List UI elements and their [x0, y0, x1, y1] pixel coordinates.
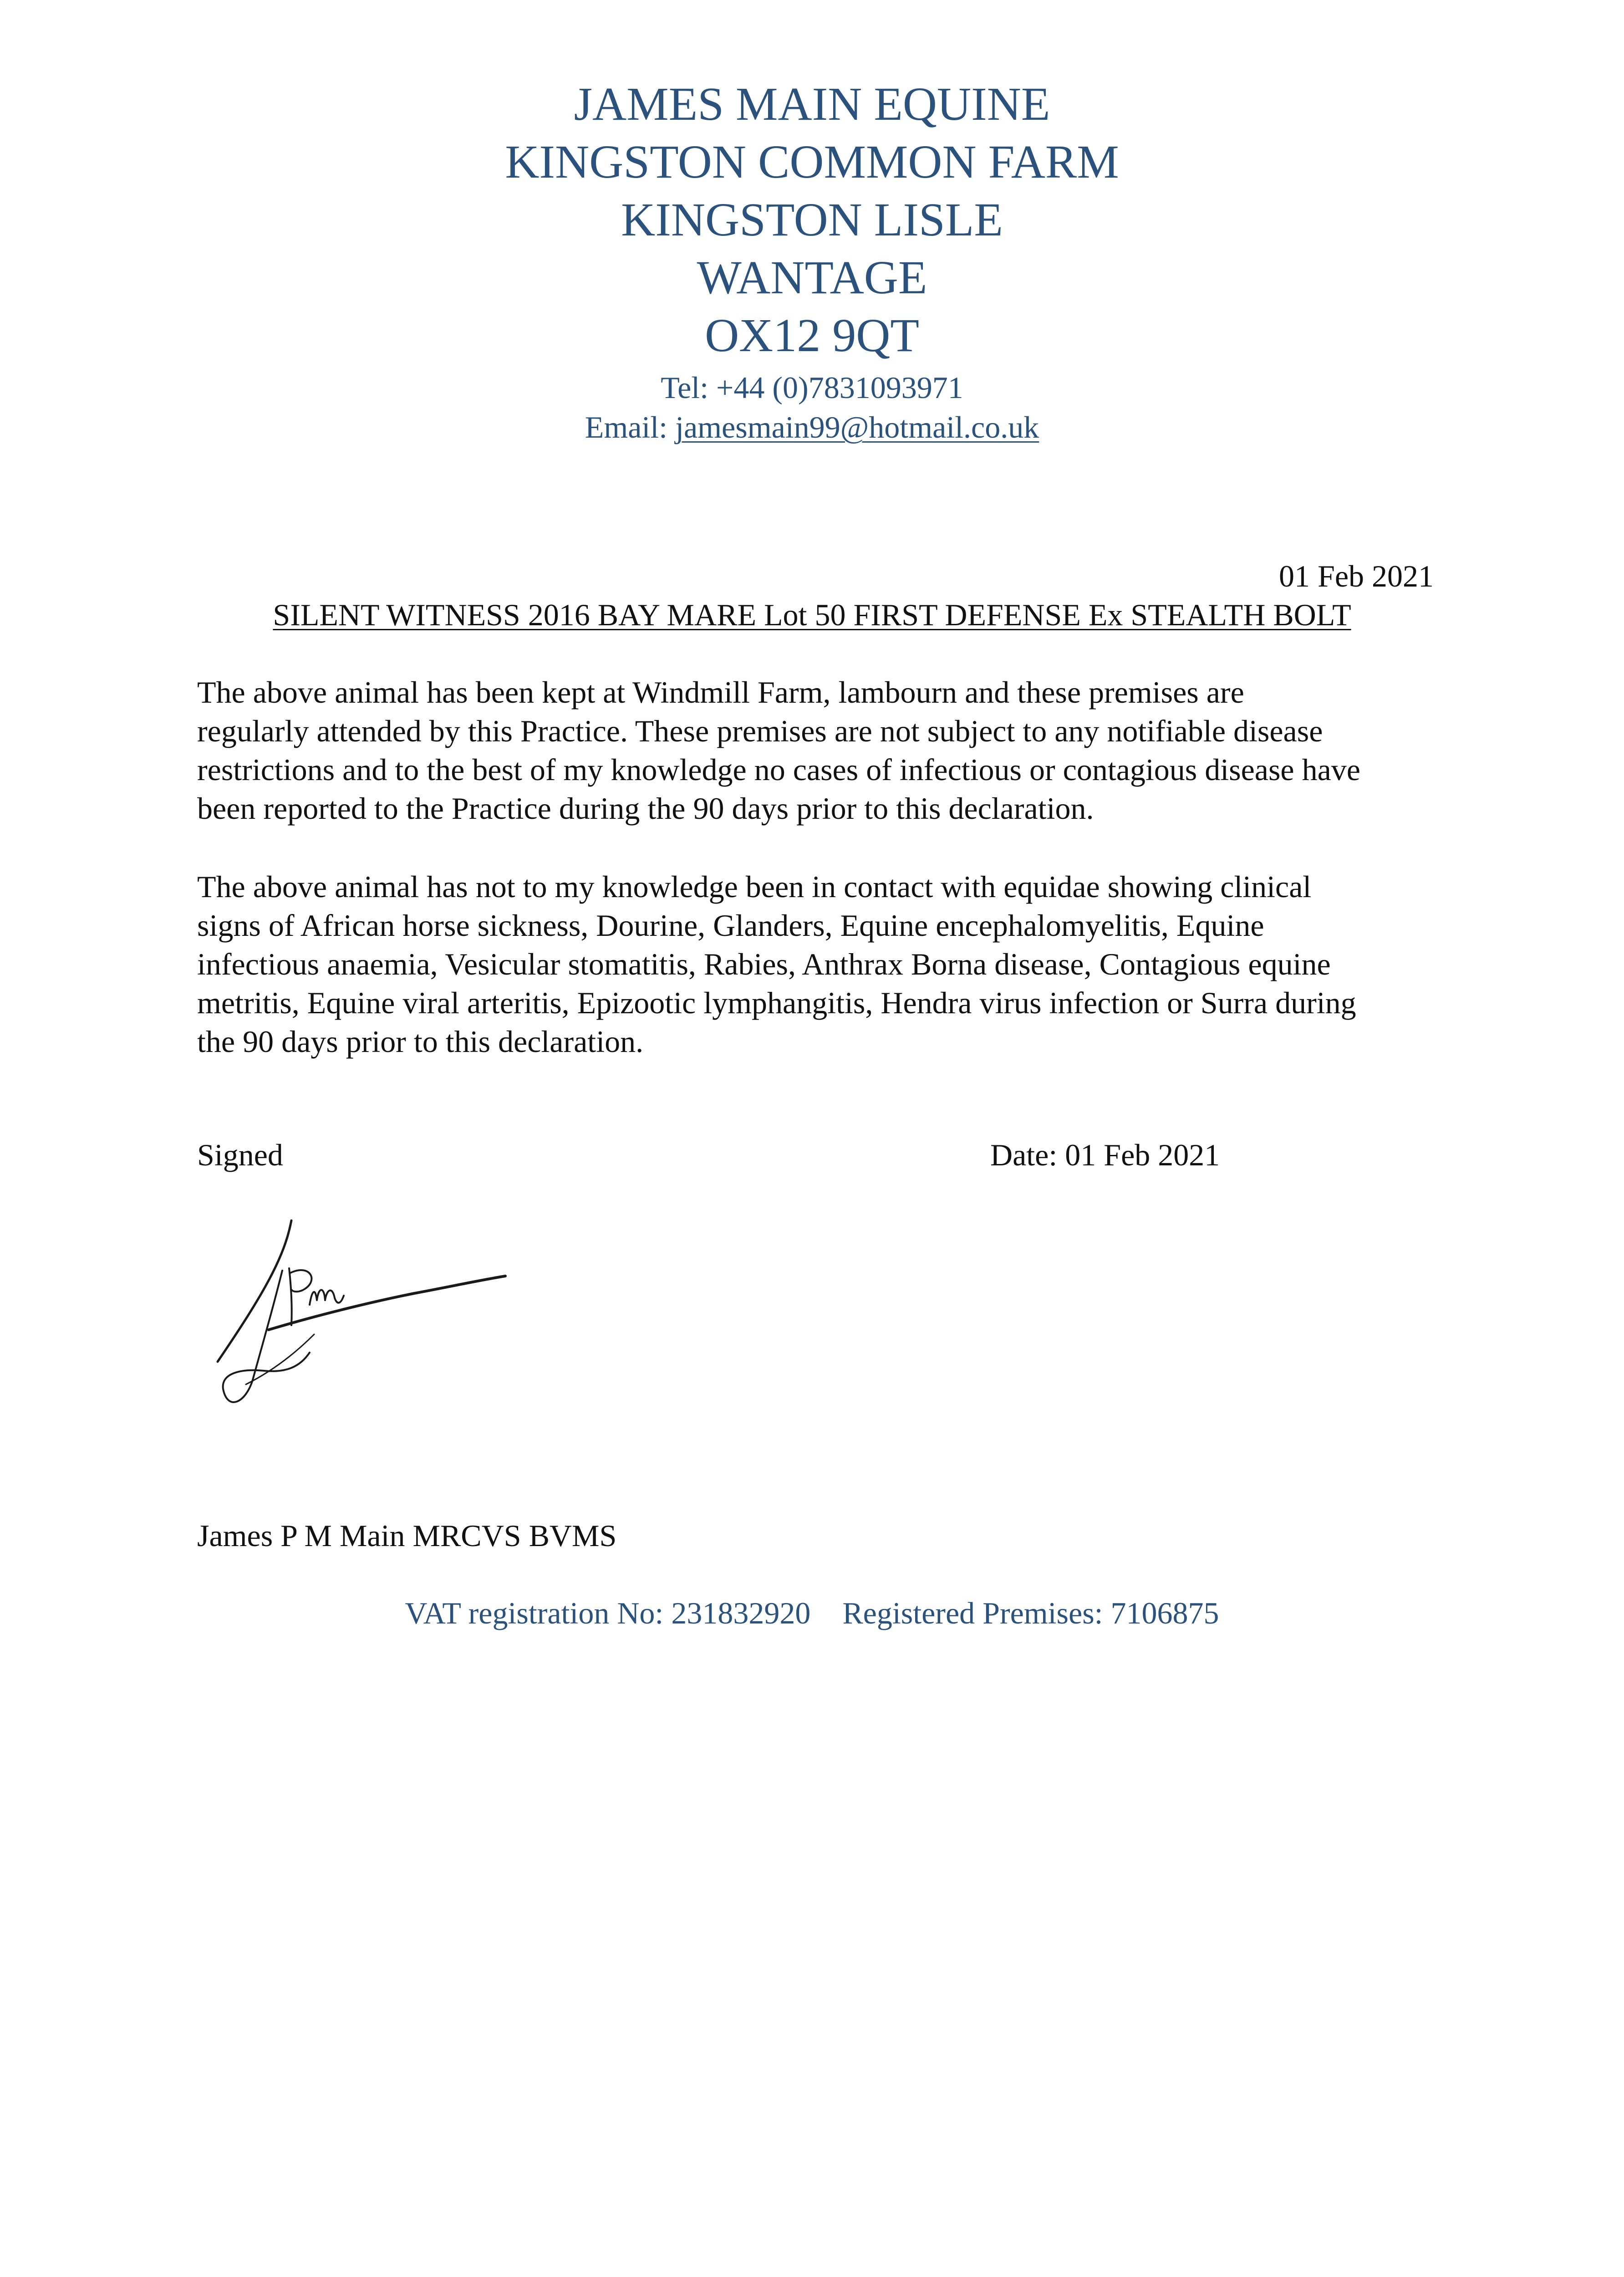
registered-premises: Registered Premises: 7106875	[842, 1596, 1219, 1630]
subject-line	[0, 597, 1624, 633]
handwritten-signature	[196, 1189, 533, 1435]
paragraph-line: The above animal has not to my knowledge been in contact with equidae showing clinical	[197, 869, 1312, 904]
telephone: Tel: +44 (0)7831093971	[661, 370, 963, 405]
paragraph-line: infectious anaemia, Vesicular stomatitis, Rabies, Anthrax Borna disease, Contagious equine	[197, 947, 1331, 981]
address-line-town: WANTAGE	[697, 251, 927, 304]
letterhead	[0, 75, 1624, 447]
email-link[interactable]: jamesmain99@hotmail.co.uk	[675, 410, 1039, 444]
paragraph-line: restrictions and to the best of my knowledge no cases of infectious or contagious disease have	[197, 752, 1360, 787]
paragraph-line: The above animal has been kept at Windmill Farm, lambourn and these premises are	[197, 675, 1244, 710]
subject-text: SILENT WITNESS 2016 BAY MARE Lot 50 FIRST DEFENSE Ex STEALTH BOLT	[273, 597, 1351, 632]
footer	[0, 1595, 1624, 1631]
paragraph-line: regularly attended by this Practice. These premises are not subject to any notifiable disease	[197, 714, 1323, 748]
address-line-postcode: OX12 9QT	[705, 309, 919, 362]
email-line	[0, 408, 1624, 447]
practice-name: JAMES MAIN EQUINE	[574, 78, 1050, 130]
paragraph-line: the 90 days prior to this declaration.	[197, 1024, 644, 1059]
signed-label: Signed	[197, 1138, 283, 1172]
email-label: Email:	[585, 410, 676, 444]
signatory-name: James P M Main MRCVS BVMS	[197, 1518, 617, 1553]
vat-registration: VAT registration No: 231832920	[405, 1596, 811, 1630]
paragraph-line: signs of African horse sickness, Dourine, Glanders, Equine encephalomyelitis, Equine	[197, 908, 1264, 943]
paragraph-premises	[197, 673, 1454, 828]
signature-date: Date: 01 Feb 2021	[990, 1138, 1220, 1172]
address-line-village: KINGSTON LISLE	[621, 194, 1003, 246]
letter-date: 01 Feb 2021	[1279, 559, 1434, 593]
paragraph-line: metritis, Equine viral arteritis, Epizootic lymphangitis, Hendra virus infection or Surra during	[197, 985, 1356, 1020]
paragraph-line: been reported to the Practice during the 90 days prior to this declaration.	[197, 791, 1094, 826]
paragraph-contact	[197, 868, 1454, 1061]
address-line-farm: KINGSTON COMMON FARM	[505, 136, 1119, 188]
